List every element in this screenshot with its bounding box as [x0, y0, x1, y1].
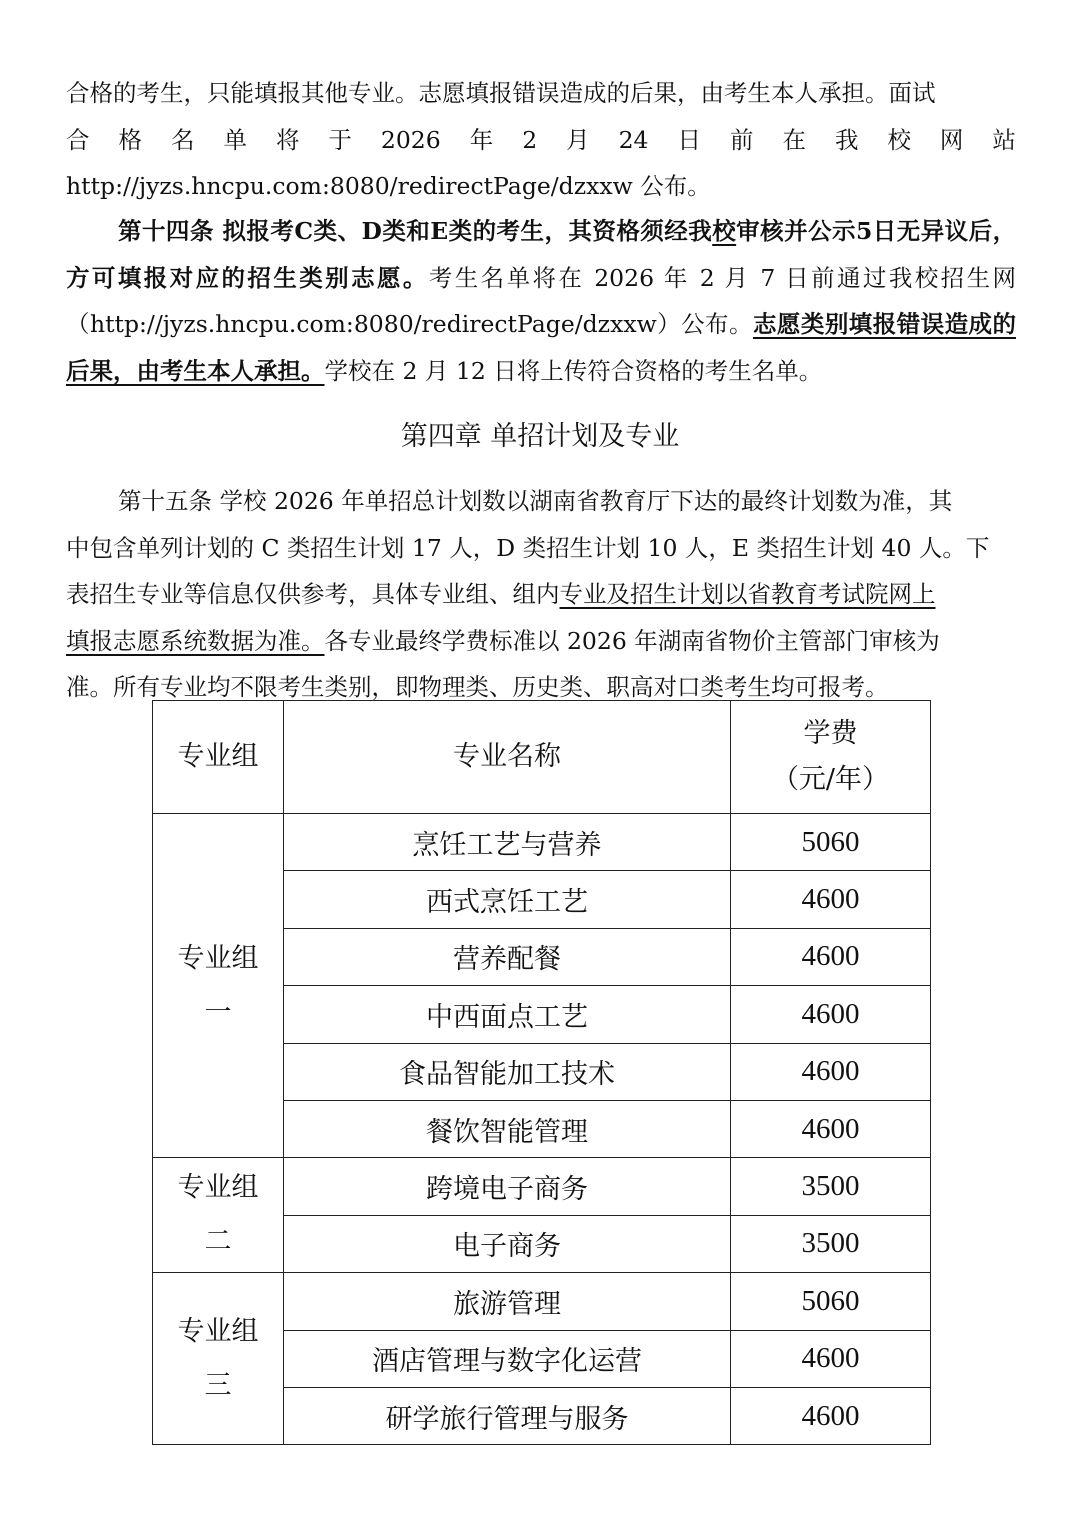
underlined-note: 填报志愿系统数据为准。 — [66, 626, 325, 655]
major-cell: 电子商务 — [284, 1215, 731, 1272]
spread-word: 2026 — [380, 125, 441, 154]
spread-word: 月 — [566, 125, 590, 154]
paragraph-article-15 — [66, 478, 1016, 711]
spread-word: 于 — [328, 125, 352, 154]
major-cell: 旅游管理 — [284, 1273, 731, 1330]
underlined-note: 专业及招生计划以省教育考试院网上 — [559, 580, 936, 608]
major-cell: 研学旅行管理与服务 — [284, 1387, 731, 1444]
spread-word: 格 — [118, 125, 142, 154]
fee-cell: 4600 — [731, 1043, 931, 1100]
spread-word: 站 — [992, 125, 1016, 154]
major-cell: 跨境电子商务 — [284, 1158, 731, 1215]
spread-word: 合 — [66, 125, 90, 154]
major-cell: 酒店管理与数字化运营 — [284, 1330, 731, 1387]
table-row — [153, 1158, 931, 1215]
underlined-warning: 后果，由考生本人承担。 — [66, 356, 325, 385]
spread-word: 在 — [782, 125, 806, 154]
fee-cell: 4600 — [731, 1100, 931, 1157]
major-cell: 西式烹饪工艺 — [284, 871, 731, 928]
fee-cell: 3500 — [731, 1215, 931, 1272]
table-header-row — [153, 701, 931, 814]
header-major: 专业名称 — [284, 701, 731, 814]
major-cell: 烹饪工艺与营养 — [284, 814, 731, 871]
header-fee: 学费 （元/年） — [731, 701, 931, 814]
spread-word: 名 — [170, 125, 195, 154]
spread-word: 校 — [887, 125, 911, 154]
spread-word: 前 — [729, 125, 754, 154]
table-row — [153, 1273, 931, 1330]
fee-cell: 4600 — [731, 986, 931, 1043]
major-cell: 餐饮智能管理 — [284, 1100, 731, 1157]
major-cell: 营养配餐 — [284, 928, 731, 985]
article-14-bold-lead: 第十四条 拟报考C类、D类和E类的考生，其资格须经我校审核并公示5日无异议后，方可填报对应的招生类别志愿。 — [66, 217, 1017, 292]
fee-cell: 5060 — [731, 814, 931, 871]
fee-cell: 4600 — [731, 871, 931, 928]
header-group: 专业组 — [153, 701, 284, 814]
paragraph-line: 填报志愿系统数据为准。各专业最终学费标准以 2026 年湖南省物价主管部门审核为 — [66, 626, 940, 655]
group-cell: 专业组 三 — [153, 1273, 284, 1445]
group-cell: 专业组 一 — [153, 814, 284, 1158]
fee-cell: 4600 — [731, 928, 931, 985]
paragraph-line-spread — [66, 117, 1016, 164]
spread-word: 将 — [275, 125, 300, 154]
paragraph-line: 准。所有专业均不限考生类别，即物理类、历史类、职高对口类考生均可报考。 — [66, 673, 889, 701]
spread-word: 2 — [522, 125, 538, 154]
spread-word: 24 — [618, 125, 649, 154]
fee-cell: 3500 — [731, 1158, 931, 1215]
spread-word: 单 — [223, 125, 247, 154]
group-cell: 专业组 二 — [153, 1158, 284, 1273]
spread-word: 年 — [469, 125, 494, 154]
major-cell: 中西面点工艺 — [284, 986, 731, 1043]
spread-word: 网 — [939, 125, 964, 154]
paragraph-interview-results — [66, 70, 1016, 210]
paragraph-line: http://jyzs.hncpu.com:8080/redirectPage/dzxxw 公布。 — [66, 172, 711, 200]
table-row — [153, 814, 931, 871]
paragraph-line: 合格的考生，只能填报其他专业。志愿填报错误造成的后果，由考生本人承担。面试 — [66, 79, 936, 107]
paragraph-article-14: 第十四条 拟报考C类、D类和E类的考生，其资格须经我校审核并公示5日无异议后，方可填报对应的招生类别志愿。考生名单将在 2026 年 2 月 7 日前通过我校招生网（http://jyzs.hncpu.com:8080/redirectPage/dzxxw）公布。志愿类别填报错误造成的后果，由考生本人承担。学校在 2 月 12 日将上传符合资格的考生名单。 — [66, 217, 1017, 385]
chapter-title: 第四章 单招计划及专业 — [400, 421, 680, 452]
spread-word: 日 — [677, 125, 701, 154]
fee-cell: 4600 — [731, 1387, 931, 1444]
paragraph-line: 中包含单列计划的 C 类招生计划 17 人，D 类招生计划 10 人，E 类招生计划 40 人。下 — [66, 533, 990, 562]
major-cell: 食品智能加工技术 — [284, 1043, 731, 1100]
paragraph-line: 表招生专业等信息仅供参考，具体专业组、组内专业及招生计划以省教育考试院网上 — [66, 580, 936, 608]
fee-cell: 4600 — [731, 1330, 931, 1387]
paragraph-line: 第十五条 学校 2026 年单招总计划数以湖南省教育厅下达的最终计划数为准，其 — [118, 487, 953, 515]
tuition-table — [152, 700, 931, 1445]
spread-word: 我 — [834, 125, 859, 154]
fee-cell: 5060 — [731, 1273, 931, 1330]
underlined-warning: 志愿类别填报错误造成的 — [752, 310, 1017, 338]
